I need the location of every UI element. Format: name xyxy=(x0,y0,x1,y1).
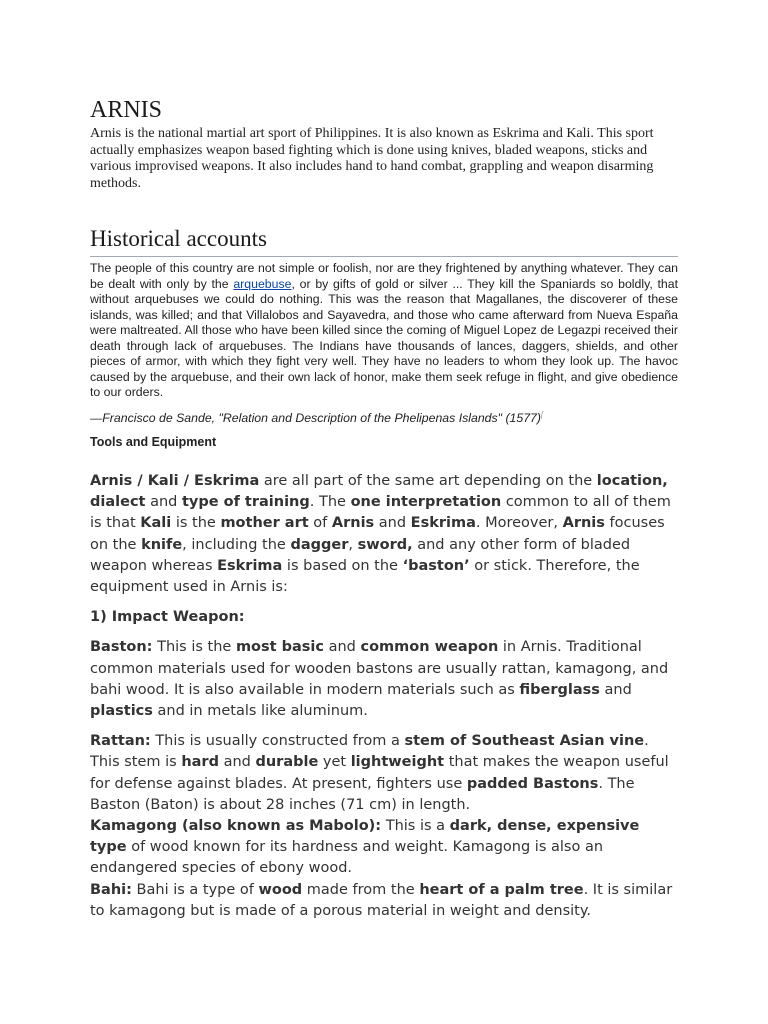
bold-text: stem of Southeast Asian vine xyxy=(404,733,645,750)
text-run: and any other form of bladed weapon whereas xyxy=(90,536,631,574)
quote-text-before: The people of this country are not simple or foolish, nor are they frightened by anything whatever. They can be dealt with only by the xyxy=(90,261,678,291)
bold-text: Kali xyxy=(140,515,172,532)
text-run: This is a xyxy=(381,818,450,835)
text-run: This is the xyxy=(152,639,236,656)
arquebuse-link[interactable]: arquebuse xyxy=(233,276,292,291)
text-run: and xyxy=(599,681,632,698)
historical-quote xyxy=(90,261,678,401)
text-run: common to all of them is that xyxy=(90,494,671,532)
bold-text: ‘baston’ xyxy=(402,557,470,574)
bold-text: most basic xyxy=(235,639,324,656)
text-run: in Arnis. Traditional common materials used for wooden bastons are usually rattan, kamagong, and bahi wood. It is also available in modern materials such as xyxy=(90,639,669,698)
text-run: that makes the weapon useful for defense against blades. At present, fighters use xyxy=(90,754,669,792)
bold-text: plastics xyxy=(90,703,153,720)
bold-text: lightweight xyxy=(350,754,445,771)
page-title: ARNIS xyxy=(90,97,163,123)
text-run: and xyxy=(374,515,411,532)
text-run: , including the xyxy=(182,536,291,553)
bold-text: type of training xyxy=(181,494,310,511)
text-run: is the xyxy=(171,515,221,532)
text-run: of xyxy=(308,515,332,532)
text-run: and xyxy=(218,754,256,771)
text-run: and xyxy=(323,639,361,656)
bold-text: Kamagong (also known as Mabolo): xyxy=(90,818,382,835)
text-run: are all part of the same art depending on the xyxy=(259,473,597,489)
bold-text: padded Bastons xyxy=(466,775,599,792)
quote-attribution xyxy=(90,408,543,426)
text-run: and xyxy=(145,494,182,511)
text-run: yet xyxy=(318,754,351,771)
bold-text: dark, dense, expensive type xyxy=(90,818,640,856)
bold-text: fiberglass xyxy=(519,681,600,698)
text-run: Bahi is a type of xyxy=(131,881,259,898)
bahi-paragraph xyxy=(90,880,678,922)
bold-text: mother art xyxy=(220,515,309,532)
body-paragraph xyxy=(90,471,678,598)
text-run: . The xyxy=(309,494,351,511)
tools-heading: Tools and Equipment xyxy=(90,435,217,449)
intro-paragraph: Arnis is the national martial art sport of Philippines. It is also known as Eskrima and Kali. This sport actually emphasizes weapon based fighting which is done using knives, bladed weapons, sticks and various improvised weapons. It also includes hand to hand combat, grappling and weapon disarming methods. xyxy=(90,126,654,191)
bold-text: Eskrima xyxy=(217,557,283,574)
bold-text: Eskrima xyxy=(410,515,476,532)
bold-text: Arnis xyxy=(331,515,375,532)
impact-weapon-heading xyxy=(90,607,678,628)
bold-text: Arnis xyxy=(562,515,605,532)
text-run: . It is similar to kamagong but is made of a porous material in weight and density. xyxy=(90,881,673,919)
reference-marker[interactable]: [ xyxy=(541,412,543,419)
text-run: . The Baston (Baton) is about 28 inches (71 cm) in length. xyxy=(90,775,635,813)
quote-text-after: , or by gifts of gold or silver ... They kill the Spaniards so boldly, that without arquebuses we could do nothing. This was the reason that Magallanes, the discoverer of these islands, was killed; and that Villalobos and Sayavedra, and those who came afterward from Nueva España were maltreated. All those who have been killed since the coming of Miguel Lopez de Legazpi received their death through lack of arquebuses. The Indians have thousands of lances, daggers, shields, and other pieces of armor, with which they fight very well. They have no leaders to whom they look up. The havoc caused by the arquebuse, and their own lack of honor, make them seek refuge in flight, and give obedience to our orders. xyxy=(90,276,679,399)
bold-text: Baston: xyxy=(90,639,153,656)
text-run: is based on the xyxy=(282,557,403,574)
bold-text: hard xyxy=(181,754,219,771)
text-run: , xyxy=(348,536,358,553)
text-run: . Moreover, xyxy=(475,515,563,532)
bold-text: Arnis / Kali / Eskrima xyxy=(90,473,260,489)
bold-text: location, dialect xyxy=(90,473,668,511)
attribution-text: —Francisco de Sande, "Relation and Description of the Phelipenas Islands" (1577) xyxy=(90,411,541,426)
text-run: . This stem is xyxy=(90,733,649,771)
section-divider xyxy=(90,256,678,257)
bold-text: durable xyxy=(255,754,319,771)
bold-text: Rattan: xyxy=(90,733,151,750)
bold-text: sword, xyxy=(357,536,413,553)
bold-text: common weapon xyxy=(360,639,499,656)
text-run: or stick. Therefore, the equipment used in Arnis is: xyxy=(90,557,640,596)
baston-paragraph xyxy=(90,637,678,722)
section-heading-historical: Historical accounts xyxy=(90,226,267,251)
text-run: of wood known for its hardness and weight. Kamagong is also an endangered species of ebony wood. xyxy=(90,839,604,877)
text-run: and in metals like aluminum. xyxy=(152,703,368,720)
text-run: This is usually constructed from a xyxy=(150,733,405,750)
bold-text: wood xyxy=(258,881,303,898)
rattan-paragraph xyxy=(90,731,678,816)
text-run: made from the xyxy=(302,881,420,898)
bold-text: dagger xyxy=(290,536,349,553)
bold-text: 1) Impact Weapon: xyxy=(90,609,245,626)
kamagong-paragraph xyxy=(90,816,678,880)
body-text xyxy=(90,471,678,922)
bold-text: knife xyxy=(141,536,183,553)
text-run: focuses on the xyxy=(90,515,665,553)
bold-text: Bahi: xyxy=(90,881,132,898)
bold-text: one interpretation xyxy=(350,494,502,511)
bold-text: heart of a palm tree xyxy=(419,881,584,898)
